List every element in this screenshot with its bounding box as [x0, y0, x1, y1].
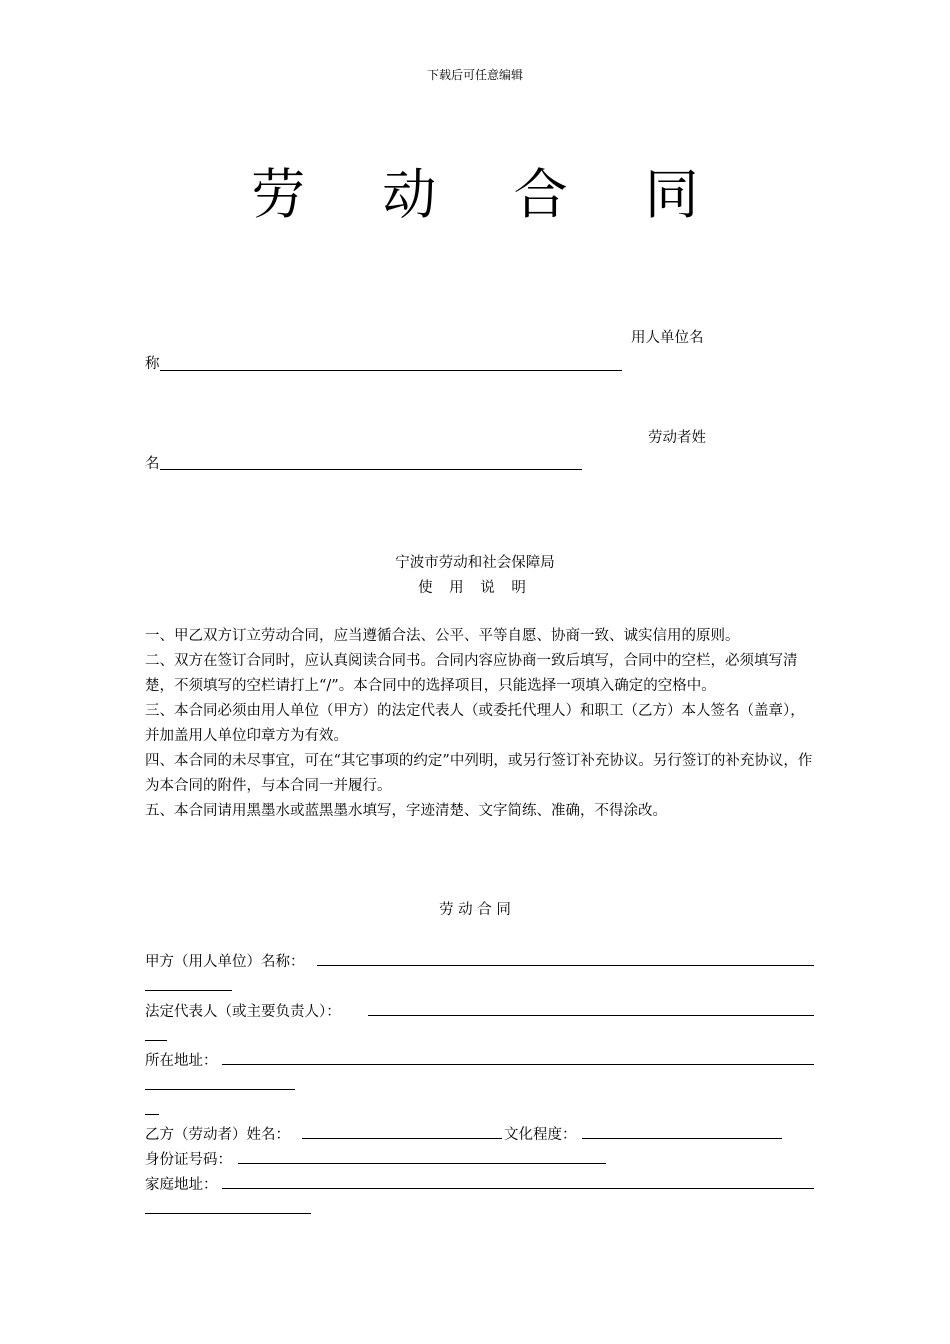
address-blank[interactable]	[222, 1064, 814, 1065]
instruction-item-2: 二、双方在签订合同时，应认真阅读合同书。合同内容应协商一致后填写，合同中的空栏，必须填写清楚，不须填写的空栏请打上“/”。本合同中的选择项目，只能选择一项填入确定的空格中。	[145, 653, 798, 694]
employer-label-part2: 称	[145, 356, 160, 372]
party-b-name-blank[interactable]	[302, 1138, 502, 1139]
employer-name-blank[interactable]	[160, 370, 622, 371]
worker-name-blank[interactable]	[160, 469, 582, 470]
contract-title: 劳 动 合 同	[439, 902, 511, 918]
issuer-name: 宁波市劳动和社会保障局	[395, 555, 555, 571]
education-blank[interactable]	[582, 1138, 782, 1139]
address-blank-cont[interactable]	[145, 1089, 295, 1090]
party-a-name-blank-cont[interactable]	[145, 990, 232, 991]
legal-rep-blank-cont[interactable]	[145, 1040, 167, 1041]
party-a-name-blank[interactable]	[317, 965, 814, 966]
legal-rep-blank[interactable]	[368, 1015, 814, 1016]
legal-rep-label: 法定代表人（或主要负责人）：	[145, 1004, 341, 1020]
party-a-name-label: 甲方（用人单位）名称：	[145, 954, 305, 970]
employer-label-part1: 用人单位名	[631, 330, 704, 346]
instruction-item-3: 三、本合同必须由用人单位（甲方）的法定代表人（或委托代理人）和职工（乙方）本人签名（盖章），并加盖用人单位印章方为有效。	[145, 703, 805, 744]
header-note: 下载后可任意编辑	[426, 68, 523, 82]
address-blank-cont-2[interactable]	[145, 1114, 159, 1115]
worker-label-part2: 名	[145, 456, 160, 472]
education-label: 文化程度：	[504, 1127, 577, 1143]
instructions-list	[145, 624, 815, 824]
home-address-blank-cont[interactable]	[145, 1213, 311, 1214]
home-address-label: 家庭地址：	[145, 1177, 218, 1193]
id-number-label: 身份证号码：	[145, 1152, 232, 1168]
instruction-item-5: 五、本合同请用黑墨水或蓝黑墨水填写，字迹清楚、文字简练、准确，不得涂改。	[145, 803, 667, 819]
address-label: 所在地址：	[145, 1053, 218, 1069]
home-address-blank[interactable]	[222, 1188, 814, 1189]
instruction-item-1: 一、甲乙双方订立劳动合同，应当遵循合法、公平、平等自愿、协商一致、诚实信用的原则。	[145, 628, 740, 644]
worker-label-part1: 劳动者姓	[648, 430, 706, 446]
instruction-item-4: 四、本合同的未尽事宜，可在“其它事项的约定”中列明，或另行签订补充协议。另行签订的补充协议，作为本合同的附件，与本合同一并履行。	[145, 753, 813, 794]
id-number-blank[interactable]	[238, 1163, 606, 1164]
instructions-heading: 使 用 说 明	[418, 580, 532, 596]
cover-title: 劳 动 合 同	[251, 163, 729, 226]
party-b-name-label: 乙方（劳动者）姓名：	[145, 1127, 290, 1143]
